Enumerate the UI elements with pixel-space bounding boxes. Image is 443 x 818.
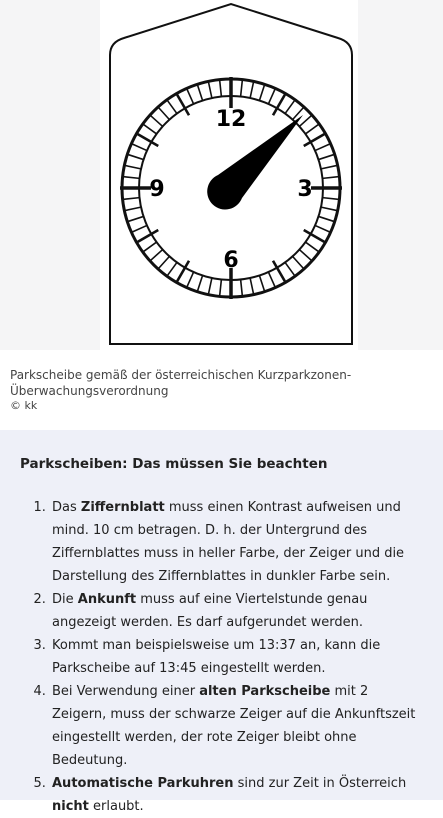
list-item: 2. Die Ankunft muss auf eine Viertelstunde genau angezeigt werden. Es darf aufgerundet werden. [50, 588, 425, 634]
image-caption [0, 350, 443, 412]
info-box-title: Parkscheiben: Das müssen Sie beachten [20, 456, 328, 472]
clock-number-9: 9 [149, 177, 165, 202]
parking-disc-illustration [100, 0, 358, 350]
clock-number-3: 3 [297, 177, 313, 202]
list-item: 1. Das Ziffernblatt muss einen Kontrast aufweisen und mind. 10 cm betragen. D. h. der Untergrund des Ziffernblattes muss in heller Farbe, der Zeiger und die Darstellung des Ziffernblattes in dunkler Farbe sein. [50, 496, 425, 588]
info-list [20, 496, 425, 818]
info-box [0, 430, 443, 814]
list-item: 4. Bei Verwendung einer alten Parkscheibe mit 2 Zeigern, muss der schwarze Zeiger auf die Ankunftszeit eingestellt werden, der rote Zeiger bleibt ohne Bedeutung. [50, 680, 425, 772]
caption-credit: © kk [10, 399, 38, 412]
parking-disc-image [100, 0, 358, 350]
caption-text: Parkscheibe gemäß der österreichischen Kurzparkzonen-Überwachungsverordnung [10, 368, 352, 398]
parking-disc-figure [0, 0, 443, 350]
clock-number-12: 12 [215, 107, 247, 132]
clock-number-6: 6 [223, 248, 239, 273]
list-item: 3. Kommt man beispielsweise um 13:37 an, kann die Parkscheibe auf 13:45 eingestellt werden. [50, 634, 425, 680]
list-item: 5. Automatische Parkuhren sind zur Zeit in Österreich nicht erlaubt. [50, 772, 425, 818]
